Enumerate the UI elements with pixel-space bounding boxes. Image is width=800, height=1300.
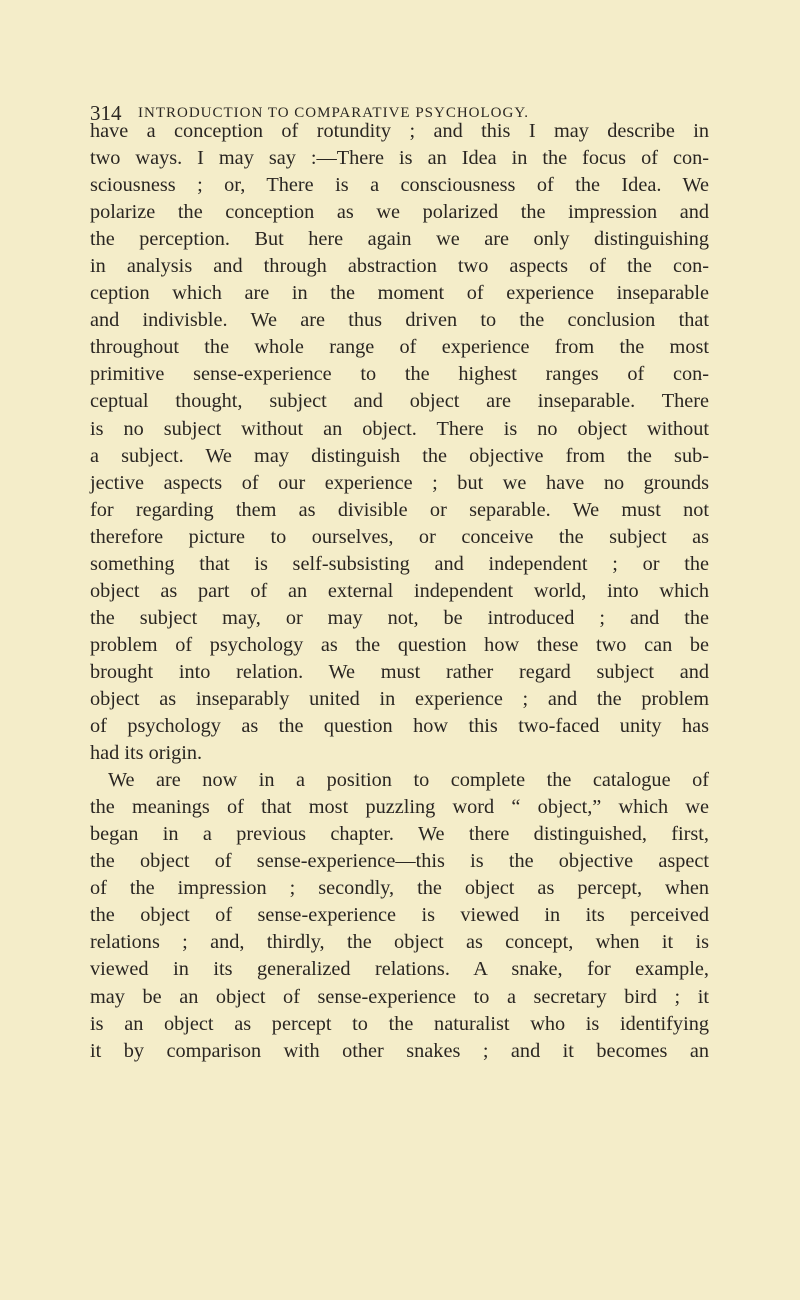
- text-line: is an object as percept to the naturalist who is identifying: [90, 1012, 709, 1035]
- text-line: problem of psychology as the question how these two can be: [90, 633, 709, 656]
- text-line: the meanings of that most puzzling word “ object,” which we: [90, 796, 709, 819]
- text-line: may be an object of sense-experience to a secretary bird ; it: [90, 985, 709, 1008]
- text-line: polarize the conception as we polarized the impression and: [90, 201, 709, 224]
- text-line: in analysis and through abstraction two aspects of the con-: [90, 255, 709, 278]
- running-title: INTRODUCTION TO COMPARATIVE PSYCHOLOGY.: [138, 105, 529, 121]
- text-line: of psychology as the question how this two-faced unity has: [90, 715, 709, 738]
- text-line: the subject may, or may not, be introduced ; and the: [90, 606, 709, 629]
- text-line: it by comparison with other snakes ; and it becomes an: [90, 1039, 709, 1062]
- text-line: sciousness ; or, There is a consciousness of the Idea. We: [90, 174, 709, 197]
- text-line: ceptual thought, subject and object are inseparable. There: [90, 390, 709, 413]
- text-line: primitive sense-experience to the highest ranges of con-: [90, 363, 709, 386]
- text-line: viewed in its generalized relations. A snake, for example,: [90, 958, 709, 981]
- text-line: began in a previous chapter. We there distinguished, first,: [90, 823, 709, 846]
- text-line: the perception. But here again we are only distinguishing: [90, 228, 709, 251]
- text-line: two ways. I may say :—There is an Idea in the focus of con-: [90, 147, 709, 170]
- text-line: We are now in a position to complete the catalogue of: [108, 769, 709, 792]
- text-line: relations ; and, thirdly, the object as concept, when it is: [90, 931, 709, 954]
- page-number: 314: [90, 101, 122, 125]
- text-line: is no subject without an object. There is no object without: [90, 417, 709, 440]
- text-line: for regarding them as divisible or separable. We must not: [90, 498, 709, 521]
- text-line: and indivisble. We are thus driven to the conclusion that: [90, 309, 709, 332]
- text-line: of the impression ; secondly, the object as percept, when: [90, 877, 709, 900]
- text-line: brought into relation. We must rather regard subject and: [90, 660, 709, 683]
- text-line: the object of sense-experience is viewed in its perceived: [90, 904, 709, 927]
- text-line: the object of sense-experience—this is the objective aspect: [90, 850, 709, 873]
- text-line: have a conception of rotundity ; and this I may describe in: [90, 120, 709, 142]
- text-line: something that is self-subsisting and independent ; or the: [90, 552, 709, 575]
- text-line: object as inseparably united in experience ; and the problem: [90, 687, 709, 710]
- text-line: throughout the whole range of experience from the most: [90, 336, 709, 359]
- text-line: jective aspects of our experience ; but we have no grounds: [90, 471, 709, 494]
- text-line: therefore picture to ourselves, or conceive the subject as: [90, 525, 709, 548]
- text-line: had its origin.: [90, 742, 203, 765]
- text-line: a subject. We may distinguish the objective from the sub-: [90, 444, 709, 467]
- text-line: object as part of an external independent world, into which: [90, 579, 709, 602]
- text-line: ception which are in the moment of experience inseparable: [90, 282, 709, 305]
- page-body-text: [90, 118, 709, 1065]
